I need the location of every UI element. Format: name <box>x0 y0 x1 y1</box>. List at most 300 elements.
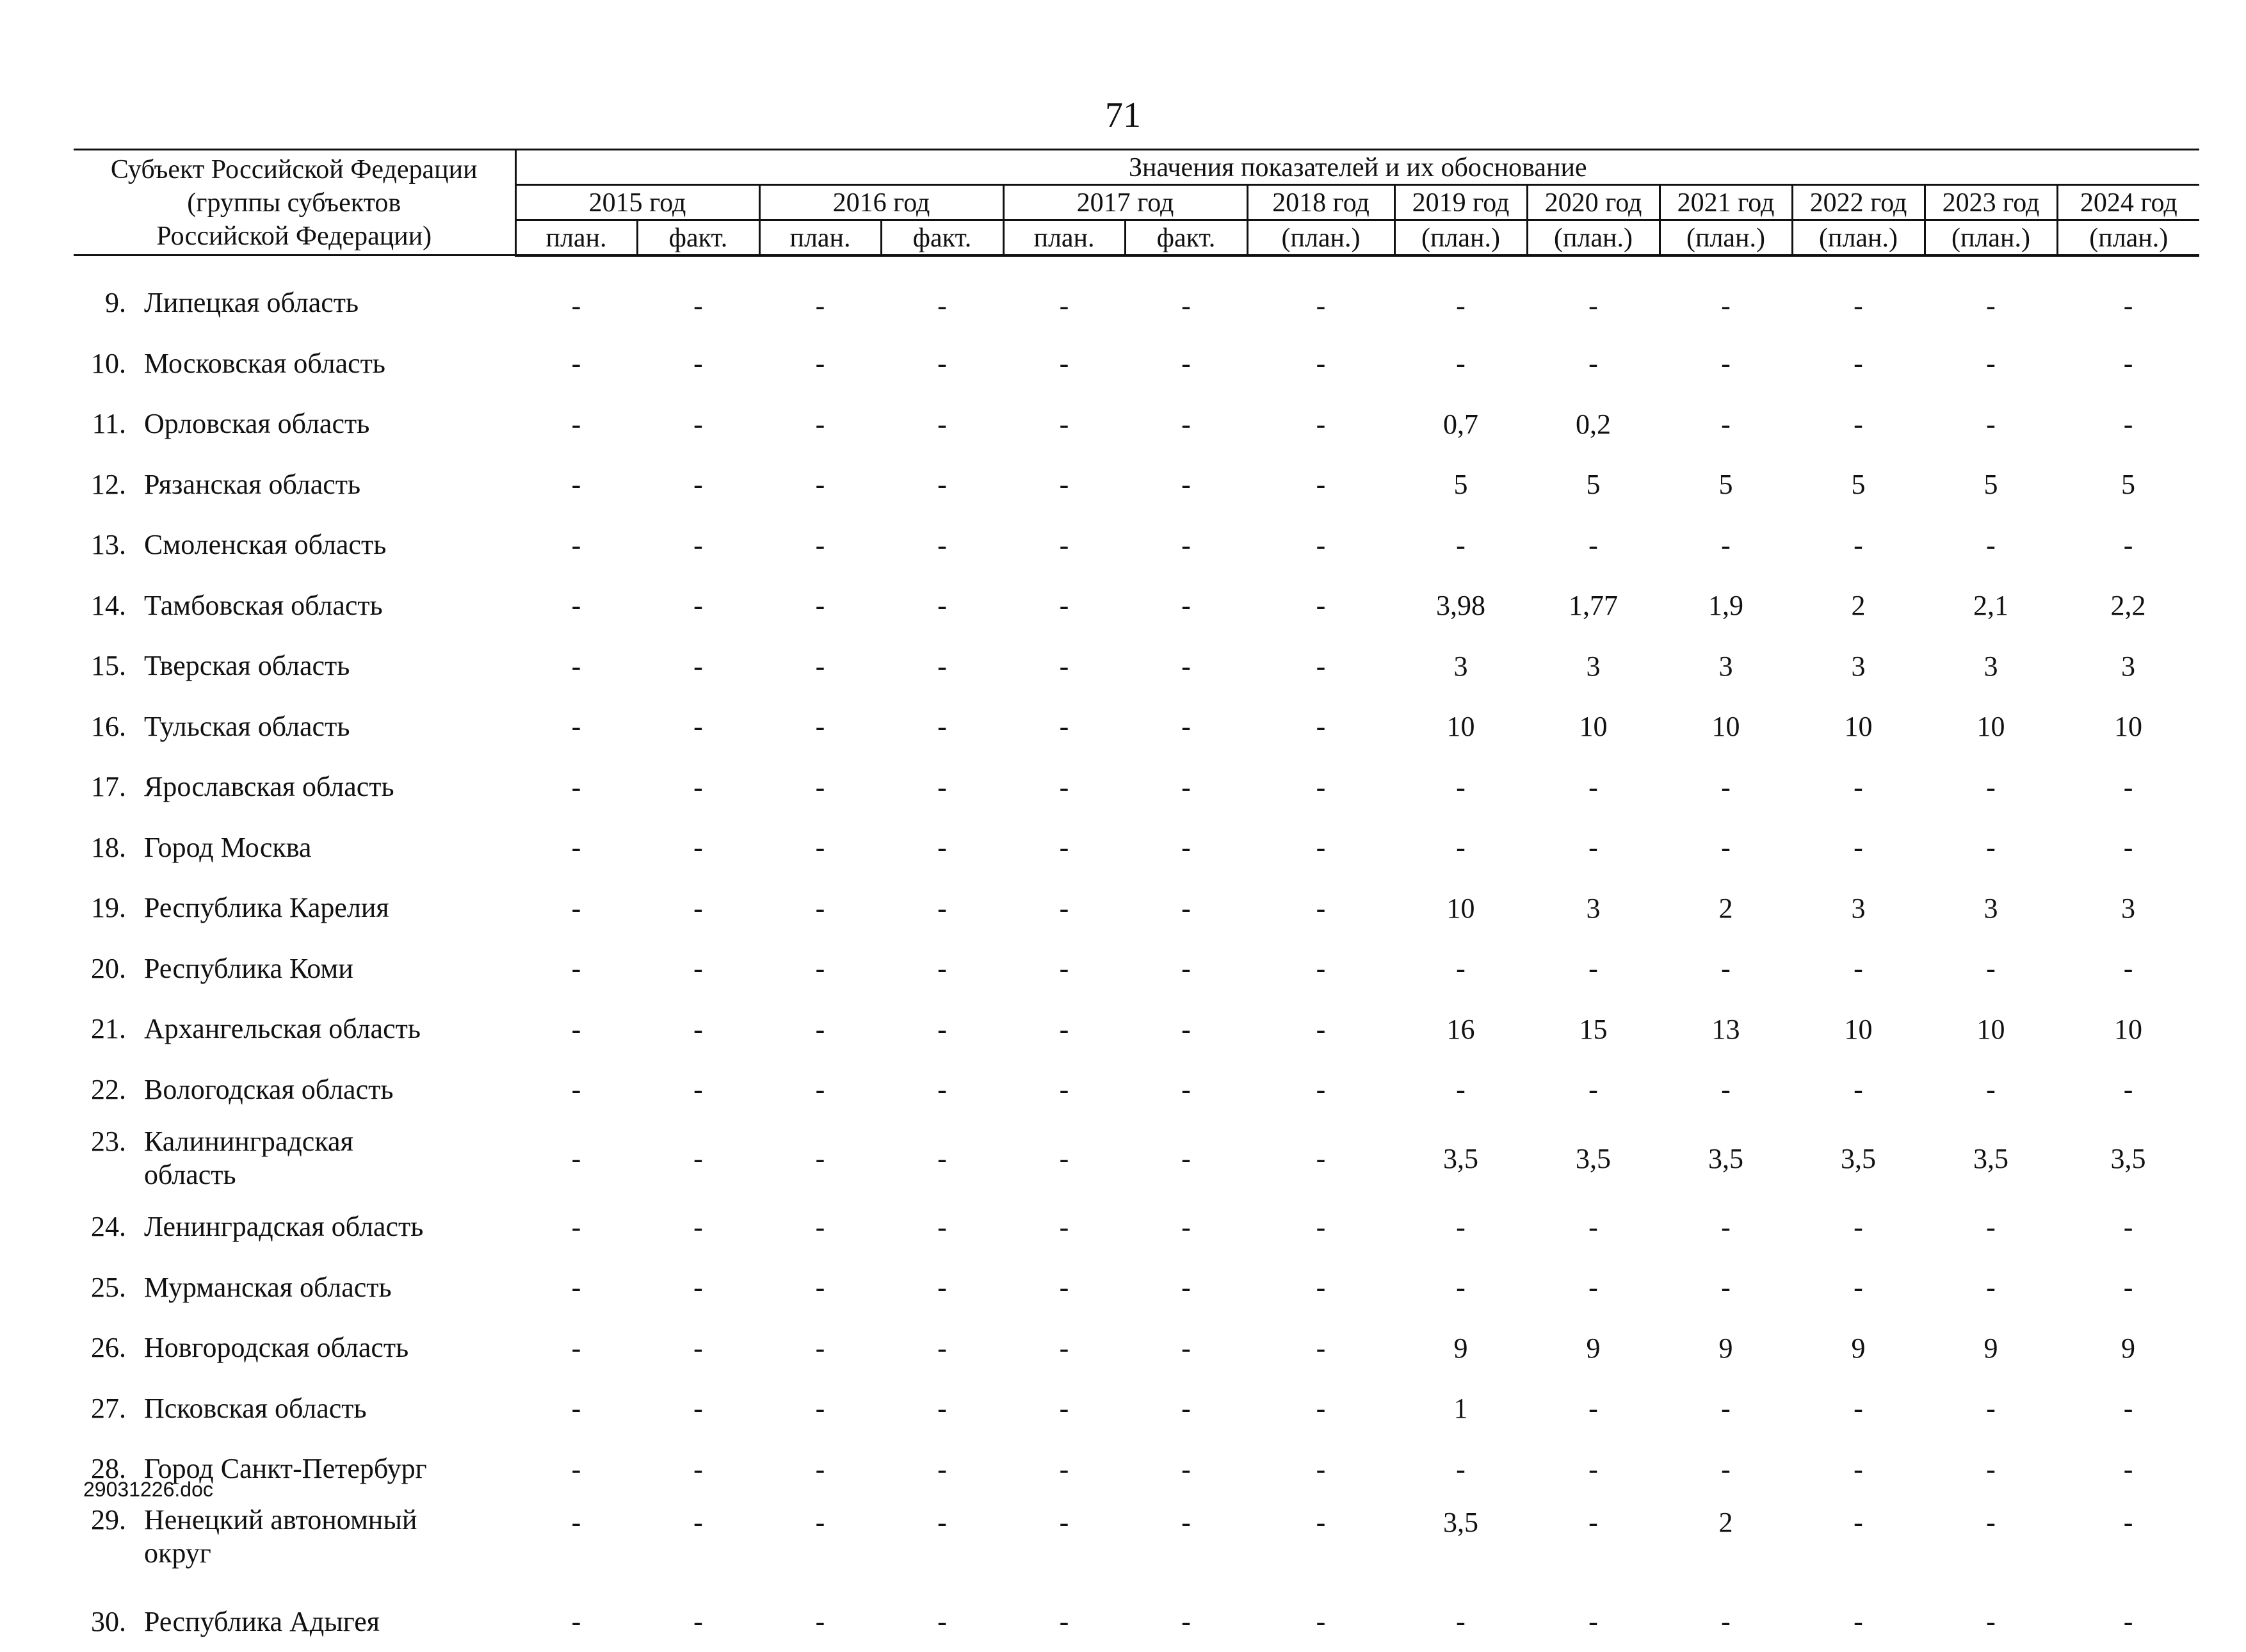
row-number: 21. <box>74 1012 126 1046</box>
value-cell: - <box>1247 1439 1394 1500</box>
value-cell: - <box>2057 1060 2199 1121</box>
value-cell: - <box>759 757 881 818</box>
value-cell: - <box>1792 334 1925 394</box>
row-number: 26. <box>74 1331 126 1365</box>
value-cell: - <box>515 939 637 1000</box>
subject-name-cell <box>74 1060 515 1121</box>
value-cell: - <box>759 1060 881 1121</box>
value-cell: - <box>1527 255 1660 334</box>
value-cell: - <box>1247 1592 1394 1652</box>
value-cell: - <box>1003 818 1125 879</box>
subject-name-cell <box>74 394 515 455</box>
value-cell: - <box>759 1197 881 1258</box>
plan-subheader: план. <box>1003 220 1125 255</box>
value-cell: - <box>759 697 881 757</box>
value-cell: - <box>1125 1197 1247 1258</box>
row-number: 18. <box>74 831 126 864</box>
value-cell: - <box>881 757 1003 818</box>
value-cell: - <box>1247 255 1394 334</box>
subject-name: Вологодская область <box>144 1073 445 1106</box>
value-cell: - <box>759 999 881 1060</box>
value-cell: - <box>1925 818 2057 879</box>
value-cell: - <box>881 1060 1003 1121</box>
value-cell: - <box>1247 1060 1394 1121</box>
value-cell: - <box>515 1500 637 1592</box>
table-row <box>74 576 2199 636</box>
year-header-2020: 2020 год <box>1527 184 1660 220</box>
value-cell: - <box>515 455 637 515</box>
value-cell: - <box>1247 394 1394 455</box>
value-cell: - <box>759 455 881 515</box>
subject-name-cell <box>74 1500 515 1592</box>
value-cell: - <box>1792 757 1925 818</box>
value-cell: - <box>2057 1379 2199 1439</box>
value-cell: - <box>1125 818 1247 879</box>
value-cell: - <box>1125 939 1247 1000</box>
subject-name: Тверская область <box>144 649 445 683</box>
value-cell: - <box>1247 1258 1394 1318</box>
subject-name-cell <box>74 1318 515 1379</box>
table-row <box>74 1500 2199 1592</box>
value-cell: - <box>1125 878 1247 939</box>
value-cell: - <box>1247 1500 1394 1592</box>
table-row <box>74 515 2199 576</box>
value-cell: 13 <box>1660 999 1792 1060</box>
plan-paren-subheader: (план.) <box>1660 220 1792 255</box>
value-cell: - <box>1003 1197 1125 1258</box>
value-cell: 2 <box>1660 1500 1792 1592</box>
value-cell: - <box>1527 757 1660 818</box>
table-row <box>74 999 2199 1060</box>
subject-name-cell <box>74 576 515 636</box>
value-cell: - <box>1003 697 1125 757</box>
value-cell: - <box>759 515 881 576</box>
value-cell: - <box>1792 515 1925 576</box>
value-cell: 5 <box>1792 455 1925 515</box>
subject-name: Ярославская область <box>144 770 445 804</box>
subject-name: Архангельская область <box>144 1012 445 1046</box>
value-cell: - <box>515 1379 637 1439</box>
value-cell: - <box>1125 1060 1247 1121</box>
value-cell: - <box>1247 636 1394 697</box>
value-cell: - <box>515 576 637 636</box>
value-cell: - <box>1003 939 1125 1000</box>
value-cell: - <box>1003 1439 1125 1500</box>
value-cell: 3 <box>1792 878 1925 939</box>
value-cell: - <box>1003 1318 1125 1379</box>
value-cell: 3 <box>1527 878 1660 939</box>
value-cell: - <box>515 818 637 879</box>
value-cell: - <box>1925 255 2057 334</box>
subject-name: Смоленская область <box>144 528 445 562</box>
value-cell: - <box>1925 1258 2057 1318</box>
value-cell: 3 <box>1925 878 2057 939</box>
value-cell: 3,5 <box>1394 1120 1527 1197</box>
subject-name: Мурманская область <box>144 1271 445 1304</box>
value-cell: 10 <box>1792 697 1925 757</box>
subject-name: Ленинградская область <box>144 1210 445 1243</box>
table-row <box>74 1379 2199 1439</box>
value-cell: 10 <box>1527 697 1660 757</box>
value-cell: - <box>2057 939 2199 1000</box>
subject-name-cell <box>74 1379 515 1439</box>
subject-name-cell <box>74 818 515 879</box>
value-cell: - <box>1792 1197 1925 1258</box>
value-cell: - <box>1527 515 1660 576</box>
value-cell: - <box>1125 1500 1247 1592</box>
subject-header-line: Российской Федерации) <box>156 222 432 251</box>
value-cell: - <box>881 1592 1003 1652</box>
value-cell: - <box>1527 334 1660 394</box>
value-cell: - <box>1527 818 1660 879</box>
value-cell: - <box>637 394 759 455</box>
value-cell: - <box>2057 1592 2199 1652</box>
value-cell: - <box>1792 394 1925 455</box>
value-cell: 0,2 <box>1527 394 1660 455</box>
value-cell: - <box>515 334 637 394</box>
table-row <box>74 636 2199 697</box>
value-cell: - <box>1125 1379 1247 1439</box>
document-filename: 29031226.doc <box>83 1478 213 1502</box>
subject-name: Псковская область <box>144 1392 445 1425</box>
value-cell: - <box>1003 757 1125 818</box>
value-cell: 2,2 <box>2057 576 2199 636</box>
plan-subheader: план. <box>759 220 881 255</box>
value-cell: - <box>759 1379 881 1439</box>
subject-name-cell <box>74 255 515 334</box>
value-cell: - <box>637 939 759 1000</box>
value-cell: - <box>515 697 637 757</box>
fact-subheader: факт. <box>637 220 759 255</box>
value-cell: 1,77 <box>1527 576 1660 636</box>
table-row <box>74 394 2199 455</box>
value-cell: - <box>1003 1500 1125 1592</box>
value-cell: - <box>637 878 759 939</box>
value-cell: - <box>1125 255 1247 334</box>
row-number: 13. <box>74 528 126 562</box>
plan-paren-subheader: (план.) <box>1527 220 1660 255</box>
value-cell: - <box>637 1060 759 1121</box>
value-cell: - <box>759 1500 881 1592</box>
value-cell: - <box>1125 394 1247 455</box>
year-header-2015: 2015 год <box>515 184 759 220</box>
subject-name: Московская область <box>144 347 445 380</box>
year-header-2017: 2017 год <box>1003 184 1247 220</box>
value-cell: - <box>515 1060 637 1121</box>
table-body <box>74 255 2199 1652</box>
value-cell: - <box>515 1120 637 1197</box>
value-cell: - <box>881 1197 1003 1258</box>
value-cell: - <box>1527 1258 1660 1318</box>
subject-name-cell <box>74 757 515 818</box>
value-cell: 3 <box>1394 636 1527 697</box>
value-cell: - <box>2057 818 2199 879</box>
value-cell: - <box>881 636 1003 697</box>
value-cell: - <box>1003 1379 1125 1439</box>
year-header-2022: 2022 год <box>1792 184 1925 220</box>
value-cell: - <box>637 515 759 576</box>
value-cell: - <box>759 878 881 939</box>
value-cell: - <box>1792 255 1925 334</box>
value-cell: - <box>2057 1197 2199 1258</box>
table-row <box>74 939 2199 1000</box>
value-cell: - <box>759 1592 881 1652</box>
subject-header-line: (группы субъектов <box>187 188 401 218</box>
value-cell: 9 <box>1394 1318 1527 1379</box>
value-cell: - <box>1247 878 1394 939</box>
value-cell: 3,5 <box>2057 1120 2199 1197</box>
subject-name-cell <box>74 697 515 757</box>
value-cell: - <box>1925 394 2057 455</box>
subject-name: Город Санкт-Петербург <box>144 1452 445 1486</box>
value-cell: - <box>1660 1439 1792 1500</box>
value-cell: - <box>1792 1439 1925 1500</box>
plan-paren-subheader: (план.) <box>1925 220 2057 255</box>
value-cell: 3,5 <box>1527 1120 1660 1197</box>
value-cell: - <box>881 818 1003 879</box>
value-cell: - <box>1125 757 1247 818</box>
value-cell: - <box>515 394 637 455</box>
value-cell: - <box>759 394 881 455</box>
value-cell: - <box>1527 1197 1660 1258</box>
value-cell: - <box>515 757 637 818</box>
value-cell: - <box>637 1258 759 1318</box>
value-cell: - <box>1394 818 1527 879</box>
value-cell: - <box>515 1318 637 1379</box>
value-cell: - <box>2057 1500 2199 1592</box>
table-row <box>74 455 2199 515</box>
value-cell: - <box>1660 1592 1792 1652</box>
value-cell: - <box>1125 1318 1247 1379</box>
value-cell: - <box>1394 757 1527 818</box>
value-cell: - <box>637 818 759 879</box>
year-header-2019: 2019 год <box>1394 184 1527 220</box>
value-cell: - <box>759 576 881 636</box>
value-cell: - <box>881 999 1003 1060</box>
value-cell: - <box>1660 334 1792 394</box>
value-cell: - <box>1394 1592 1527 1652</box>
value-cell: - <box>1125 334 1247 394</box>
value-cell: - <box>1527 1060 1660 1121</box>
value-cell: 3 <box>2057 636 2199 697</box>
row-number: 16. <box>74 710 126 743</box>
value-cell: 2 <box>1792 576 1925 636</box>
year-header-2016: 2016 год <box>759 184 1003 220</box>
row-number: 9. <box>74 286 126 320</box>
value-cell: 3 <box>1660 636 1792 697</box>
value-cell: - <box>1925 334 2057 394</box>
value-cell: - <box>1660 818 1792 879</box>
row-number: 20. <box>74 952 126 985</box>
value-cell: - <box>1527 939 1660 1000</box>
value-cell: - <box>2057 515 2199 576</box>
subject-name-cell <box>74 515 515 576</box>
value-cell: - <box>759 636 881 697</box>
subject-name: Новгородская область <box>144 1331 445 1365</box>
value-cell: 5 <box>1527 455 1660 515</box>
value-cell: - <box>759 1258 881 1318</box>
value-cell: - <box>1660 1197 1792 1258</box>
subject-name-cell <box>74 1592 515 1652</box>
value-cell: - <box>1003 636 1125 697</box>
page-number: 71 <box>0 95 2246 136</box>
value-cell: 10 <box>2057 999 2199 1060</box>
subject-name-cell <box>74 455 515 515</box>
value-cell: - <box>1660 1379 1792 1439</box>
value-cell: - <box>881 1500 1003 1592</box>
value-cell: - <box>1792 1592 1925 1652</box>
subject-header-line: Субъект Российской Федерации <box>111 155 478 184</box>
table-row <box>74 1439 2199 1500</box>
value-cell: 2,1 <box>1925 576 2057 636</box>
plan-paren-subheader: (план.) <box>1394 220 1527 255</box>
value-cell: - <box>2057 334 2199 394</box>
value-cell: 10 <box>1660 697 1792 757</box>
value-cell: 5 <box>1925 455 2057 515</box>
fact-subheader: факт. <box>1125 220 1247 255</box>
value-cell: 10 <box>1394 697 1527 757</box>
value-cell: - <box>1247 1318 1394 1379</box>
value-cell: - <box>1247 939 1394 1000</box>
value-cell: - <box>1925 1060 2057 1121</box>
table-row <box>74 334 2199 394</box>
value-cell: - <box>759 334 881 394</box>
table-header <box>74 150 2199 255</box>
value-cell: - <box>1792 1379 1925 1439</box>
table-row <box>74 1197 2199 1258</box>
indicator-table <box>74 149 2199 1652</box>
row-number: 14. <box>74 589 126 622</box>
value-cell: - <box>1247 455 1394 515</box>
value-cell: - <box>759 939 881 1000</box>
value-cell: - <box>1125 697 1247 757</box>
value-cell: - <box>1003 255 1125 334</box>
value-cell: - <box>1792 818 1925 879</box>
value-cell: - <box>1125 999 1247 1060</box>
row-number: 19. <box>74 891 126 925</box>
value-cell: - <box>1925 1500 2057 1592</box>
subject-name: Липецкая область <box>144 286 445 320</box>
value-cell: - <box>1247 999 1394 1060</box>
value-cell: - <box>515 636 637 697</box>
value-cell: - <box>1394 334 1527 394</box>
value-cell: - <box>1003 455 1125 515</box>
table-row <box>74 1060 2199 1121</box>
value-cell: - <box>1792 939 1925 1000</box>
value-cell: - <box>1125 515 1247 576</box>
value-cell: - <box>515 1197 637 1258</box>
value-cell: - <box>1792 1258 1925 1318</box>
table-row <box>74 878 2199 939</box>
value-cell: - <box>1125 1258 1247 1318</box>
value-cell: 3 <box>1792 636 1925 697</box>
value-cell: - <box>637 757 759 818</box>
value-cell: - <box>1003 394 1125 455</box>
subject-name: Тульская область <box>144 710 445 743</box>
value-cell: - <box>1394 1060 1527 1121</box>
value-cell: - <box>1660 394 1792 455</box>
value-cell: 10 <box>1792 999 1925 1060</box>
plan-paren-subheader: (план.) <box>2057 220 2199 255</box>
value-cell: - <box>1660 1258 1792 1318</box>
value-cell: - <box>881 1318 1003 1379</box>
value-cell: 9 <box>1925 1318 2057 1379</box>
value-cell: 2 <box>1660 878 1792 939</box>
table-row <box>74 1318 2199 1379</box>
value-cell: - <box>515 1258 637 1318</box>
value-cell: - <box>1660 255 1792 334</box>
value-cell: - <box>1394 1258 1527 1318</box>
value-cell: - <box>1125 1592 1247 1652</box>
value-cell: - <box>1660 1060 1792 1121</box>
value-cell: - <box>1792 1060 1925 1121</box>
value-cell: - <box>1247 515 1394 576</box>
value-cell: 10 <box>1925 999 2057 1060</box>
value-cell: - <box>881 1258 1003 1318</box>
subject-name: Рязанская область <box>144 468 445 501</box>
value-cell: - <box>515 1439 637 1500</box>
plan-subheader: план. <box>515 220 637 255</box>
value-cell: - <box>515 878 637 939</box>
value-cell: - <box>1247 757 1394 818</box>
value-cell: - <box>881 255 1003 334</box>
value-cell: 5 <box>2057 455 2199 515</box>
value-cell: - <box>637 697 759 757</box>
value-cell: 3 <box>1527 636 1660 697</box>
value-cell: - <box>759 255 881 334</box>
value-cell: - <box>881 455 1003 515</box>
value-cell: - <box>1660 515 1792 576</box>
value-cell: - <box>1247 818 1394 879</box>
values-group-header: Значения показателей и их обоснование <box>515 150 2199 185</box>
value-cell: - <box>759 818 881 879</box>
value-cell: 3 <box>2057 878 2199 939</box>
subject-name: Калининградская область <box>144 1125 445 1192</box>
value-cell: - <box>881 697 1003 757</box>
value-cell: 3,5 <box>1394 1500 1527 1592</box>
value-cell: - <box>1247 334 1394 394</box>
value-cell: - <box>1394 939 1527 1000</box>
value-cell: 1,9 <box>1660 576 1792 636</box>
year-header-2021: 2021 год <box>1660 184 1792 220</box>
value-cell: - <box>1003 878 1125 939</box>
value-cell: 15 <box>1527 999 1660 1060</box>
value-cell: - <box>1247 1379 1394 1439</box>
value-cell: - <box>881 576 1003 636</box>
value-cell: - <box>637 1120 759 1197</box>
plan-paren-subheader: (план.) <box>1247 220 1394 255</box>
value-cell: - <box>1527 1592 1660 1652</box>
value-cell: - <box>1925 1197 2057 1258</box>
value-cell: - <box>1925 1592 2057 1652</box>
value-cell: - <box>1125 1439 1247 1500</box>
value-cell: - <box>1925 939 2057 1000</box>
value-cell: - <box>637 334 759 394</box>
row-number: 17. <box>74 770 126 804</box>
row-number: 30. <box>74 1605 126 1639</box>
value-cell: - <box>515 255 637 334</box>
value-cell: 3,5 <box>1925 1120 2057 1197</box>
value-cell: - <box>881 515 1003 576</box>
value-cell: 5 <box>1660 455 1792 515</box>
value-cell: - <box>637 455 759 515</box>
value-cell: - <box>637 1318 759 1379</box>
value-cell: - <box>1394 515 1527 576</box>
value-cell: - <box>1125 1120 1247 1197</box>
table-row <box>74 1258 2199 1318</box>
value-cell: - <box>881 1439 1003 1500</box>
row-number: 29. <box>74 1503 126 1537</box>
